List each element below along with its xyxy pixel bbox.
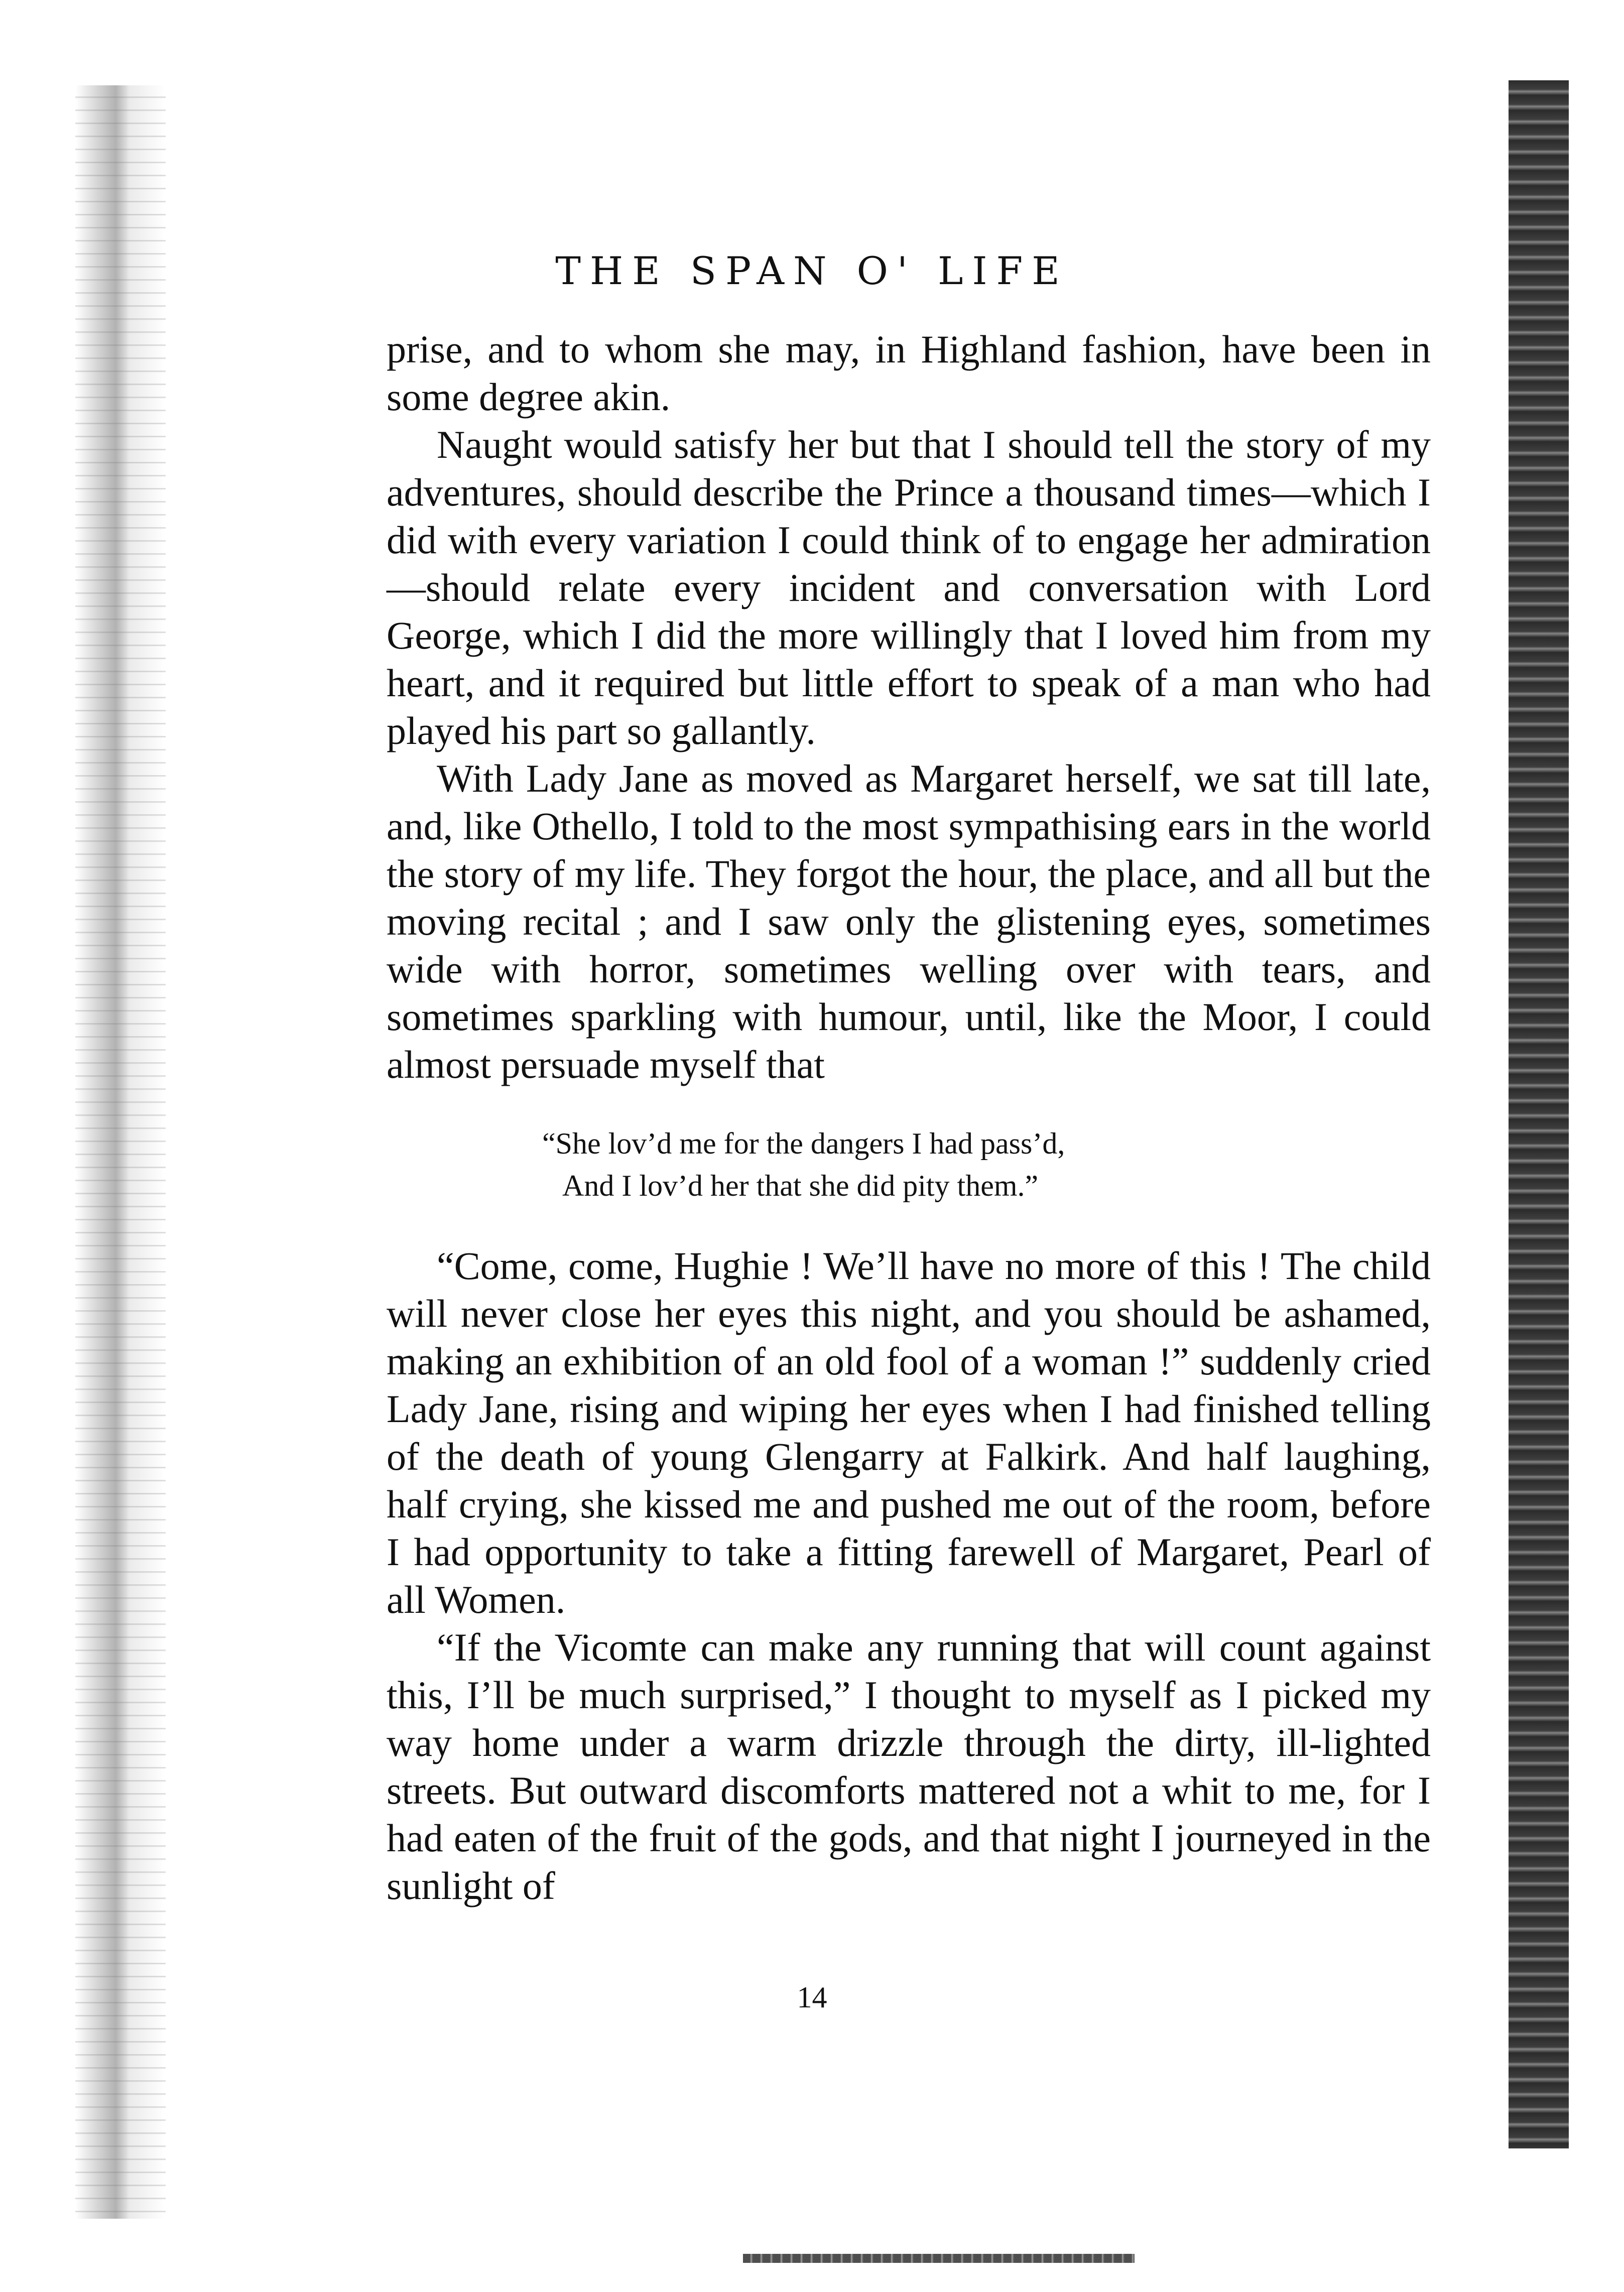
paragraph: “If the Vicomte can make any running that will count against this, I’ll be much surprised,” I thought to myself as I picked my way home under a warm drizzle through the dirty, ill-lighted streets. But outward discomforts mattered not a whit to me, for I had eaten of the fruit of the gods, and that night I journeyed in the sunlight of [387, 1625, 1431, 1907]
paragraph: “Come, come, Hughie ! We’ll have no more of this ! The child will never close her eyes this night, and you should be ashamed, making an exhibition of an old fool of a woman !” suddenly cried Lady Jane, rising and wiping her eyes when I had finished telling of the death of young Glengarry at Falkirk. And half laughing, half crying, she kissed me and pushed me out of the room, before I had opportunity to take a fitting farewell of Margaret, Pearl of all Women. [387, 1244, 1431, 1621]
scan-edge-bottom [743, 2254, 1135, 2263]
scan-edge-right [1509, 80, 1569, 2148]
paragraph-continuation: prise, and to whom she may, in Highland fashion, have been in some degree akin. [387, 327, 1431, 419]
verse-line: “She lov’d me for the dangers I had pass’d, [542, 1127, 1065, 1160]
verse-line: And I lov’d her that she did pity them.” [562, 1169, 1039, 1202]
paragraph: With Lady Jane as moved as Margaret herself, we sat till late, and, like Othello, I told to the most sympathising ears in the world the story of my life. They forgot the hour, the place, and all but the moving recital ; and I saw only the glistening eyes, sometimes wide with horror, sometimes welling over with tears, and sometimes sparkling with humour, until, like the Moor, I could almost persuade myself that [387, 756, 1431, 1086]
verse-quotation [387, 1122, 1431, 1207]
running-title: THE SPAN O' LIFE [555, 248, 1069, 293]
paragraph: Naught would satisfy her but that I should tell the story of my adventures, should describe the Prince a thousand times—which I did with every variation I could think of to engage her admiration—should relate every incident and conversation with Lord George, which I did the more willingly that I loved him from my heart, and it required but little effort to speak of a man who had played his part so gallantly. [387, 423, 1431, 752]
page-body [387, 325, 1431, 1909]
scan-edge-left [75, 85, 166, 2219]
page-number: 14 [797, 1981, 827, 2014]
